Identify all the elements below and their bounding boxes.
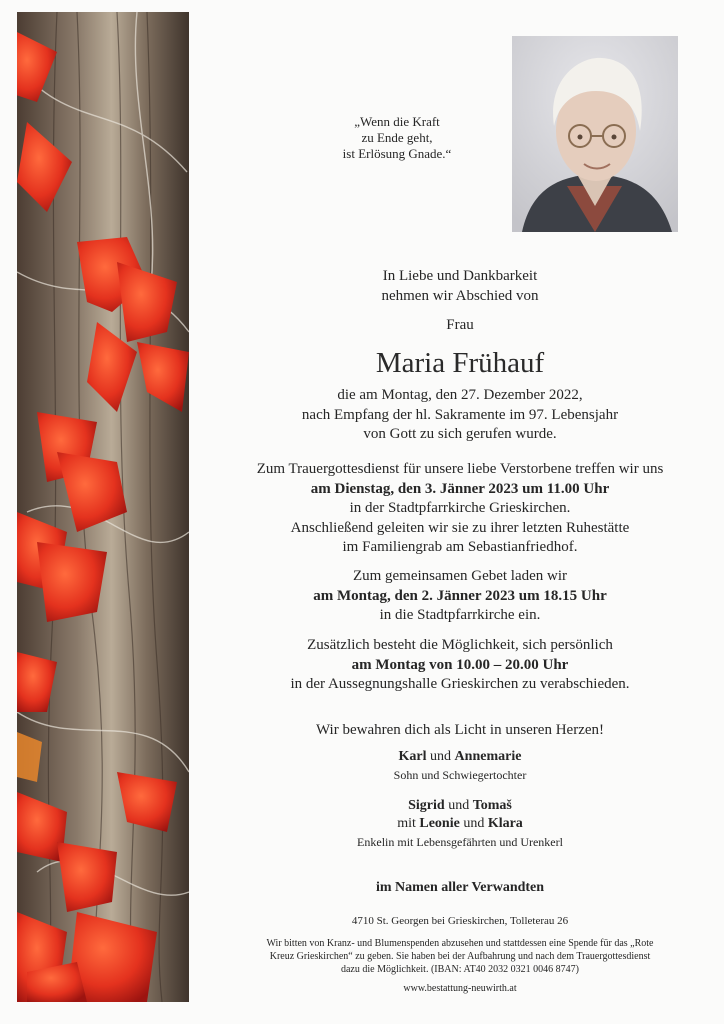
- family-son: [196, 748, 724, 784]
- funeral-line: im Familiengrab am Sebastianfriedhof.: [342, 539, 578, 555]
- donation-line: Wir bitten von Kranz- und Blumenspenden abzusehen und stattdessen eine Spende für das „Rote: [266, 938, 654, 949]
- funeral-line: Zum Trauergottesdienst für unsere liebe Verstorbene treffen wir uns: [256, 461, 664, 477]
- family-granddaughter: [196, 797, 724, 851]
- death-line: nach Empfang der hl. Sakramente im 97. Lebensjahr: [301, 406, 619, 423]
- deceased-name: Maria Frühauf: [375, 347, 545, 379]
- prayer-info: [196, 567, 724, 626]
- viewing-time: am Montag von 10.00 – 20.00 Uhr: [351, 656, 569, 673]
- ivy-bark-image: [17, 12, 189, 1002]
- viewing-line: in der Aussegnungshalle Grieskirchen zu verabschieden.: [290, 676, 630, 692]
- family-relation: Enkelin mit Lebensgefährten und Urenkerl: [357, 835, 563, 849]
- death-line: von Gott zu sich gerufen wurde.: [363, 426, 557, 442]
- intro-text: [196, 266, 724, 306]
- intro-line: In Liebe und Dankbarkeit: [382, 268, 538, 284]
- family-name: Klara: [487, 816, 523, 831]
- death-notice: [196, 386, 724, 445]
- salutation: Frau: [446, 317, 474, 333]
- quote-line: zu Ende geht,: [361, 130, 433, 145]
- relatives-line: im Namen aller Verwandten: [375, 880, 545, 895]
- family-name: Leonie: [419, 816, 460, 831]
- family-with: mit: [397, 816, 420, 831]
- family-relation: Sohn und Schwiegertochter: [393, 768, 527, 782]
- funeral-info: [196, 460, 724, 558]
- funeral-line: Anschließend geleiten wir sie zu ihrer letzten Ruhestätte: [290, 519, 630, 536]
- prayer-line: in die Stadtpfarrkirche ein.: [379, 607, 541, 623]
- portrait-photo: [512, 36, 678, 232]
- motto: Wir bewahren dich als Licht in unseren Herzen!: [315, 722, 605, 738]
- family-name: Annemarie: [454, 749, 522, 764]
- intro-line: nehmen wir Abschied von: [381, 288, 539, 304]
- family-conj: und: [426, 749, 455, 764]
- prayer-date: am Montag, den 2. Jänner 2023 um 18.15 Uhr: [313, 587, 607, 604]
- quote: [312, 114, 482, 162]
- quote-line: „Wenn die Kraft: [354, 114, 440, 129]
- donation-line: Kreuz Grieskirchen“ zu geben. Sie haben bei der Aufbahrung und nach dem Trauergottesdienst: [269, 951, 651, 962]
- funeral-date: am Dienstag, den 3. Jänner 2023 um 11.00 Uhr: [310, 480, 610, 497]
- family-conj: und: [444, 798, 473, 813]
- family-name: Karl: [398, 749, 427, 764]
- family-name: Sigrid: [408, 798, 445, 813]
- family-name: Tomaš: [472, 798, 512, 813]
- donation-line: dazu die Möglichkeit. (IBAN: AT40 2032 0321 0046 8747): [340, 964, 580, 975]
- website-link[interactable]: www.bestattung-neuwirth.at: [403, 983, 517, 994]
- viewing-line: Zusätzlich besteht die Möglichkeit, sich persönlich: [307, 637, 613, 653]
- address: 4710 St. Georgen bei Grieskirchen, Tolleterau 26: [351, 915, 569, 927]
- family-conj: und: [459, 816, 488, 831]
- quote-line: ist Erlösung Gnade.“: [342, 146, 452, 161]
- viewing-info: [196, 636, 724, 695]
- death-line: die am Montag, den 27. Dezember 2022,: [337, 387, 583, 403]
- donation-note: [196, 937, 724, 976]
- prayer-line: Zum gemeinsamen Gebet laden wir: [352, 568, 568, 584]
- funeral-line: in der Stadtpfarrkirche Grieskirchen.: [349, 500, 571, 516]
